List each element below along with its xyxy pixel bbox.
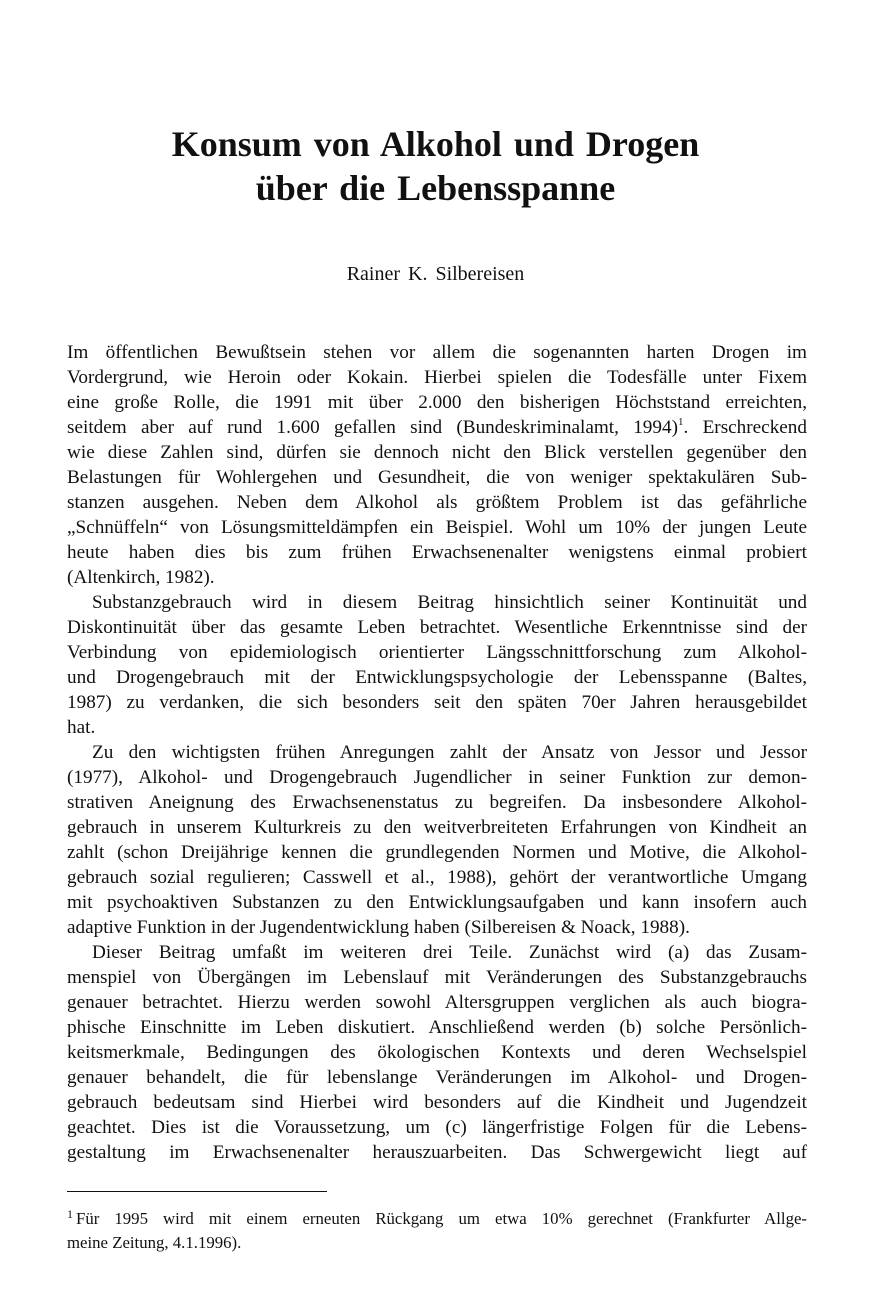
text-line: heute haben dies bis zum frühen Erwachsenenalter wenigstens einmal probiert [67, 542, 807, 563]
text-line-with-footnote-ref [67, 415, 807, 440]
text-line: wie diese Zahlen sind, dürfen sie dennoch nicht den Blick verstellen gegenüber den [67, 442, 807, 463]
text-line: eine große Rolle, die 1991 mit über 2.000 den bisherigen Höchststand erreichten, [67, 392, 807, 413]
text-line: „Schnüffeln“ von Lösungsmitteldämpfen ein Beispiel. Wohl um 10% der jungen Leute [67, 517, 807, 538]
footnote-line: meine Zeitung, 4.1.1996). [67, 1233, 242, 1252]
title-line-1: Konsum von Alkohol und Drogen [171, 124, 700, 164]
text-line: Im öffentlichen Bewußtsein stehen vor allem die sogenannten harten Drogen im [67, 342, 807, 363]
text-line: gestaltung im Erwachsenenalter herauszuarbeiten. Das Schwergewicht liegt auf [67, 1142, 807, 1163]
text-line: phische Einschnitte im Leben diskutiert. Anschließend werden (b) solche Persönlich- [67, 1017, 807, 1038]
text-line-part: . Erschreckend [683, 417, 807, 438]
author-name: Rainer K. Silbereisen [346, 263, 525, 285]
text-line: Vordergrund, wie Heroin oder Kokain. Hierbei spielen die Todesfälle unter Fixem [67, 367, 807, 388]
text-line: strativen Aneignung des Erwachsenenstatus zu begreifen. Da insbesondere Alkohol- [67, 792, 807, 813]
text-line: keitsmerkmale, Bedingungen des ökologischen Kontexts und deren Wechselspiel [67, 1042, 807, 1063]
text-line: stanzen ausgehen. Neben dem Alkohol als größtem Problem ist das gefährliche [67, 492, 807, 513]
text-line: (Altenkirch, 1982). [67, 567, 215, 588]
text-line: Diskontinuität über das gesamte Leben betrachtet. Wesentliche Erkenntnisse sind der [67, 617, 807, 638]
footnote-reference: 1 [677, 416, 684, 428]
footnote-line [67, 1207, 807, 1231]
footnote-text: Für 1995 wird mit einem erneuten Rückgang um etwa 10% gerechnet (Frankfurter Allge- [76, 1209, 807, 1228]
text-line: gebrauch in unserem Kulturkreis zu den weitverbreiteten Erfahrungen von Kindheit an [67, 817, 807, 838]
text-line-part: seitdem aber auf rund 1.600 gefallen sind (Bundeskriminalamt, 1994) [67, 417, 678, 438]
text-line: Substanzgebrauch wird in diesem Beitrag hinsichtlich seiner Kontinuität und [92, 592, 807, 613]
text-line: menspiel von Übergängen im Lebenslauf mit Veränderungen des Substanzgebrauchs [67, 967, 807, 988]
paragraph-1 [67, 340, 807, 590]
title-line-2: über die Lebensspanne [255, 168, 616, 208]
text-line: geachtet. Dies ist die Voraussetzung, um (c) längerfristige Folgen für die Lebens- [67, 1117, 807, 1138]
text-line: Zu den wichtigsten frühen Anregungen zahlt der Ansatz von Jessor und Jessor [92, 742, 807, 763]
text-line: (1977), Alkohol- und Drogengebrauch Jugendlicher in seiner Funktion zur demon- [67, 767, 807, 788]
paragraph-4 [67, 940, 807, 1165]
text-line: hat. [67, 717, 96, 738]
text-line: 1987) zu verdanken, die sich besonders seit den späten 70er Jahren herausgebildet [67, 692, 807, 713]
page-title [0, 122, 871, 210]
text-line: gebrauch bedeutsam sind Hierbei wird besonders auf die Kindheit und Jugendzeit [67, 1092, 807, 1113]
paragraph-3 [67, 740, 807, 940]
article-body [67, 340, 807, 1165]
text-line: genauer betrachtet. Hierzu werden sowohl Altersgruppen verglichen als auch biogra- [67, 992, 807, 1013]
footnote-divider [67, 1191, 327, 1192]
footnote-mark: 1 [67, 1207, 73, 1221]
text-line: Belastungen für Wohlergehen und Gesundheit, die von weniger spektakulären Sub- [67, 467, 807, 488]
text-line: Verbindung von epidemiologisch orientierter Längsschnittforschung zum Alkohol- [67, 642, 807, 663]
footnote [67, 1207, 807, 1255]
text-line: mit psychoaktiven Substanzen zu den Entwicklungsaufgaben und kann insofern auch [67, 892, 807, 913]
text-line: zahlt (schon Dreijährige kennen die grundlegenden Normen und Motive, die Alkohol- [67, 842, 807, 863]
text-line: genauer behandelt, die für lebenslange Veränderungen im Alkohol- und Drogen- [67, 1067, 807, 1088]
paragraph-2 [67, 590, 807, 740]
text-line: adaptive Funktion in der Jugendentwicklung haben (Silbereisen & Noack, 1988). [67, 917, 690, 938]
text-line: gebrauch sozial regulieren; Casswell et al., 1988), gehört der verantwortliche Umgang [67, 867, 807, 888]
text-line: und Drogengebrauch mit der Entwicklungspsychologie der Lebensspanne (Baltes, [67, 667, 807, 688]
text-line: Dieser Beitrag umfaßt im weiteren drei Teile. Zunächst wird (a) das Zusam- [92, 942, 807, 963]
